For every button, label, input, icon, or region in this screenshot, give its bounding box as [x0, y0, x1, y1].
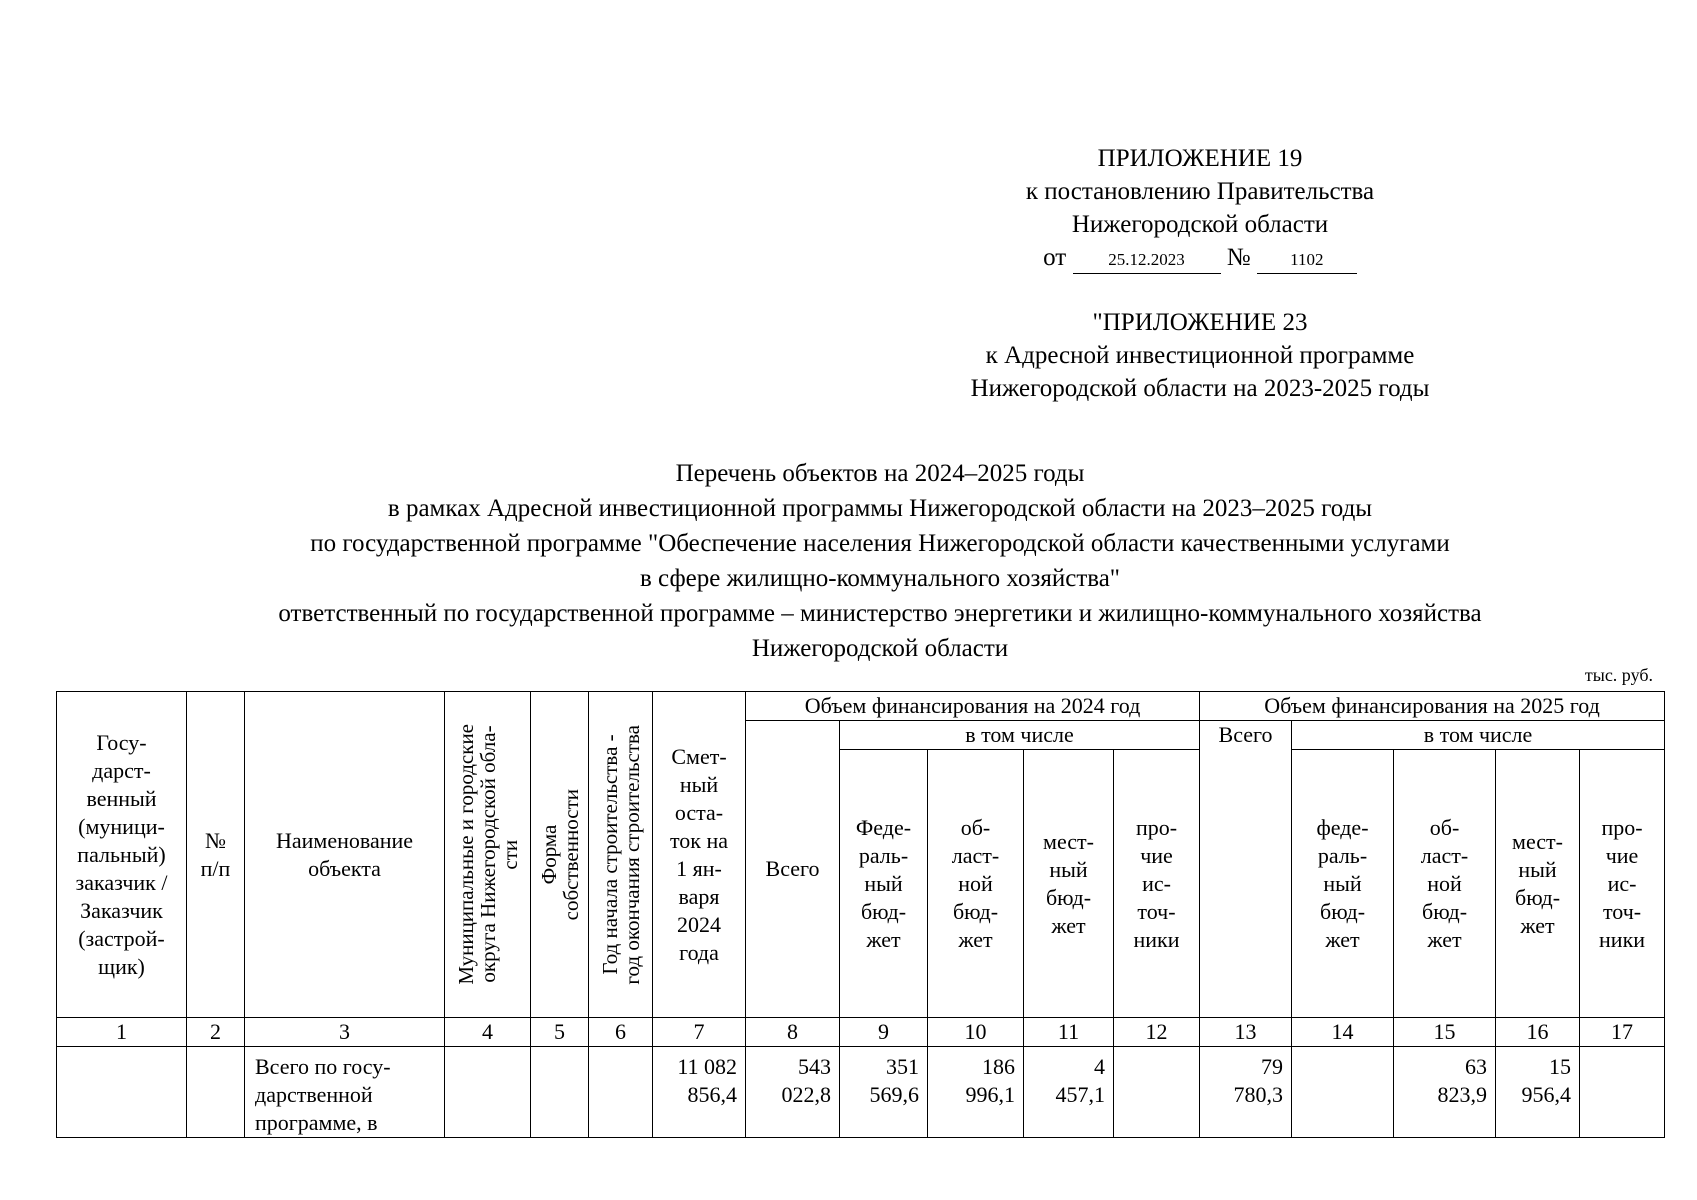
text-line: бюд-: [1320, 898, 1366, 924]
text-line: бюд-: [860, 898, 907, 924]
text-line: 780,3: [1233, 1082, 1284, 1107]
date-field: [1073, 247, 1221, 274]
text-line: жет: [1325, 926, 1360, 952]
text-line: бюд-: [1422, 898, 1468, 924]
text-line: 543: [798, 1054, 831, 1079]
col-num: 2: [187, 1018, 245, 1047]
text-line: точ-: [1137, 898, 1176, 924]
text-line: чие: [1140, 842, 1173, 868]
text-line: ной: [958, 870, 993, 896]
text-line: Форма: [536, 824, 561, 885]
text-line: про-: [1601, 814, 1643, 840]
text-line: 2024: [677, 911, 721, 937]
col-proch-2025-header: [1580, 750, 1665, 1018]
appendix-23-line3: Нижегородской области на 2023-2025 годы: [970, 375, 1430, 402]
group-2025-header: Объем финансирования на 2025 год: [1200, 692, 1665, 721]
text-line: Феде-: [855, 814, 912, 840]
cell-proch-2024: [1114, 1047, 1200, 1138]
text-line: дарственной: [255, 1082, 373, 1107]
appendix-19-line2: к постановлению Правительства: [1025, 178, 1375, 205]
col-num: 4: [445, 1018, 531, 1047]
text-line: ласт-: [1420, 842, 1469, 868]
text-line: ники: [1599, 926, 1646, 952]
cell-fed-2024: [840, 1047, 928, 1138]
cell-object-name: [245, 1047, 445, 1138]
number-prefix: №: [1226, 244, 1251, 271]
text-line: 15: [1549, 1054, 1572, 1079]
cell-total-2024: [746, 1047, 840, 1138]
text-line: точ-: [1602, 898, 1642, 924]
date-number-line: [880, 241, 1520, 274]
text-line: объекта: [308, 855, 381, 881]
text-line: сти: [497, 839, 522, 870]
col-num: 12: [1114, 1018, 1200, 1047]
text-line: ной: [1427, 870, 1462, 896]
group-2024-header: Объем финансирования на 2024 год: [746, 692, 1200, 721]
text-line: ис-: [1607, 870, 1637, 896]
col-num: 1: [57, 1018, 187, 1047]
number-field: [1257, 247, 1357, 274]
text-line: 457,1: [1055, 1082, 1105, 1107]
text-line: 11 082: [677, 1054, 737, 1079]
text-line: щик): [98, 953, 145, 979]
column-numbers-row: [57, 1018, 1665, 1047]
title-line-3: по государственной программе "Обеспечение населения Нижегородской области качественными услугами: [310, 530, 1450, 557]
appendix-23-line2: к Адресной инвестиционной программе: [985, 342, 1415, 369]
text-line: жет: [1051, 912, 1086, 938]
col-total-2024-header: Всего: [746, 721, 840, 1018]
text-line: 569,6: [869, 1082, 919, 1107]
cell-proch-2025: [1580, 1047, 1665, 1138]
col-num: 11: [1024, 1018, 1114, 1047]
text-line: ный: [1518, 856, 1557, 882]
header-row-1: [57, 692, 1665, 721]
col-total-2025-header: Всего: [1200, 721, 1292, 1018]
col-num: 3: [245, 1018, 445, 1047]
appendix-19-header: [880, 142, 1520, 274]
text-line: Заказчик: [80, 897, 163, 923]
text-line: дарст-: [92, 757, 151, 783]
text-line: 351: [886, 1054, 919, 1079]
text-line: (муници-: [78, 813, 165, 839]
text-line: программе, в: [255, 1110, 378, 1135]
col-fed-2025-header: [1292, 750, 1394, 1018]
col-num: 10: [928, 1018, 1024, 1047]
cell-obl-2025: [1394, 1047, 1496, 1138]
text-line: 63: [1465, 1054, 1488, 1079]
cell-municipality: [445, 1047, 531, 1138]
text-line: (застрой-: [78, 925, 165, 951]
cell-estimate: [653, 1047, 746, 1138]
text-line: Муниципальные и городские: [453, 724, 478, 985]
col-num: 5: [531, 1018, 589, 1047]
text-line: раль-: [1317, 842, 1368, 868]
title-line-1: Перечень объектов на 2024–2025 годы: [675, 460, 1085, 487]
col-num: 6: [589, 1018, 653, 1047]
col-num: 8: [746, 1018, 840, 1047]
text-line: мест-: [1512, 828, 1563, 854]
text-line: Госу-: [96, 729, 147, 755]
col-object-name-header: [245, 692, 445, 1018]
text-line: ток на: [669, 827, 729, 853]
text-line: собственности: [558, 788, 583, 921]
text-line: год окончания строительства: [619, 724, 644, 985]
text-line: 823,9: [1437, 1082, 1488, 1107]
text-line: мест-: [1043, 828, 1094, 854]
col-num: 17: [1580, 1018, 1665, 1047]
text-line: ный: [1323, 870, 1362, 896]
cell-fed-2025: [1292, 1047, 1394, 1138]
cell-obl-2024: [928, 1047, 1024, 1138]
text-line: года: [679, 939, 719, 965]
cell-mest-2025: [1496, 1047, 1580, 1138]
text-line: ис-: [1142, 870, 1171, 896]
title-line-2: в рамках Адресной инвестиционной программы Нижегородской области на 2023–2025 годы: [387, 495, 1373, 522]
text-line: про-: [1135, 814, 1178, 840]
document-title: [60, 456, 1697, 666]
cell-mest-2024: [1024, 1047, 1114, 1138]
appendix-19-line3: Нижегородской области: [1071, 211, 1329, 238]
text-line: жет: [958, 926, 993, 952]
title-line-4: в сфере жилищно-коммунального хозяйства": [639, 565, 1121, 592]
text-line: жет: [1427, 926, 1462, 952]
unit-label: тыс. руб.: [1584, 665, 1653, 685]
text-line: бюд-: [952, 898, 999, 924]
text-line: Наименование: [275, 827, 414, 853]
text-line: варя: [678, 883, 720, 909]
cell-ownership: [531, 1047, 589, 1138]
col-num: 16: [1496, 1018, 1580, 1047]
col-mest-2025-header: [1496, 750, 1580, 1018]
col-fed-2024-header: [840, 750, 928, 1018]
col-num: 9: [840, 1018, 928, 1047]
text-line: жет: [866, 926, 901, 952]
text-line: ный: [864, 870, 903, 896]
cell-number: [187, 1047, 245, 1138]
table-row: [57, 1047, 1665, 1138]
text-line: 1 ян-: [676, 855, 722, 881]
municipality-label: [455, 724, 521, 985]
cell-customer: [57, 1047, 187, 1138]
text-line: 022,8: [781, 1082, 831, 1107]
text-line: 956,4: [1521, 1082, 1572, 1107]
date-prefix: от: [1043, 244, 1067, 271]
number-value: 1102: [1290, 250, 1324, 269]
text-line: заказчик /: [75, 869, 168, 895]
text-line: округа Нижегородской обла-: [475, 725, 500, 984]
col-years-header: [589, 692, 653, 1018]
col-num: 13: [1200, 1018, 1292, 1047]
text-line: бюд-: [1515, 884, 1561, 910]
cell-years: [589, 1047, 653, 1138]
text-line: Всего по госу-: [255, 1054, 391, 1079]
appendix-19-title: ПРИЛОЖЕНИЕ 19: [1097, 145, 1303, 172]
col-municipality-header: [445, 692, 531, 1018]
col-number-header: [187, 692, 245, 1018]
text-line: ники: [1133, 926, 1180, 952]
text-line: бюд-: [1045, 884, 1092, 910]
col-num: 14: [1292, 1018, 1394, 1047]
text-line: ный: [679, 771, 719, 797]
col-proch-2024-header: [1114, 750, 1200, 1018]
title-line-6: Нижегородской области: [751, 635, 1009, 662]
years-label: [599, 725, 643, 985]
ownership-label: [538, 789, 582, 920]
text-line: раль-: [858, 842, 909, 868]
title-line-5: ответственный по государственной программе – министерство энергетики и жилищно-коммунального хозяйства: [278, 600, 1482, 627]
text-line: оста-: [674, 799, 724, 825]
text-line: 186: [982, 1054, 1015, 1079]
text-line: п/п: [200, 855, 231, 881]
incl-2025-header: в том числе: [1292, 721, 1665, 750]
col-mest-2024-header: [1024, 750, 1114, 1018]
text-line: 4: [1094, 1054, 1105, 1079]
objects-table: [56, 691, 1665, 1138]
col-obl-2025-header: [1394, 750, 1496, 1018]
text-line: жет: [1520, 912, 1555, 938]
text-line: ный: [1049, 856, 1088, 882]
text-line: №: [205, 827, 226, 853]
text-line: феде-: [1316, 814, 1369, 840]
col-num: 15: [1394, 1018, 1496, 1047]
date-value: 25.12.2023: [1108, 250, 1185, 269]
col-num: 7: [653, 1018, 746, 1047]
cell-total-2025: [1200, 1047, 1292, 1138]
col-customer-header: [57, 692, 187, 1018]
incl-2024-header: в том числе: [840, 721, 1200, 750]
text-line: ласт-: [951, 842, 1000, 868]
text-line: 856,4: [687, 1082, 737, 1107]
col-estimate-header: [653, 692, 746, 1018]
text-line: Год начала строительства -: [597, 734, 622, 975]
text-line: 79: [1261, 1054, 1284, 1079]
text-line: об-: [960, 814, 991, 840]
appendix-23-header: [880, 306, 1520, 405]
text-line: об-: [1429, 814, 1460, 840]
text-line: Смет-: [671, 743, 727, 769]
text-line: пальный): [77, 841, 166, 867]
col-obl-2024-header: [928, 750, 1024, 1018]
col-ownership-header: [531, 692, 589, 1018]
text-line: чие: [1605, 842, 1639, 868]
text-line: венный: [86, 785, 157, 811]
appendix-23-title: "ПРИЛОЖЕНИЕ 23: [1092, 309, 1308, 336]
text-line: 996,1: [965, 1082, 1015, 1107]
